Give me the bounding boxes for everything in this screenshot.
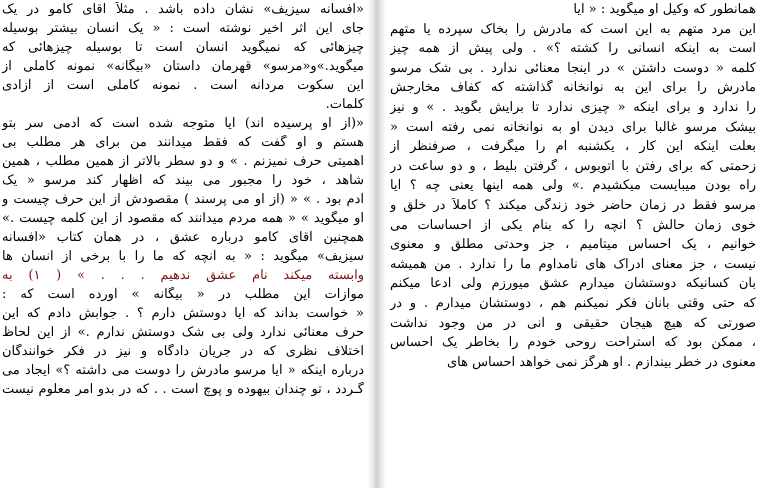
text-line: « خواست بداند که آیا دوستش دارم ؟ . جوابش دادم که این [2, 306, 364, 321]
text-line: میگوید.»و«مرسو» قهرمان داستان «بیگانه» نمونه کاملی از [2, 59, 364, 74]
text-line: همانطور که وکیل او میگوید : « آیا [573, 2, 756, 17]
text-line: هستم و او گفت که فقط میدانند من برای هر مطلب بی [2, 135, 364, 150]
left-page [0, 0, 368, 488]
text-line: موازات این مطلب در « بیگانه » آورده است که : [2, 287, 364, 302]
text-line: حرف معنائی ندارد ولی بی شک دوستش ندارم .» از این لحاظ [2, 325, 364, 340]
text-line: است به اینکه انسانی را کشته ؟» . ولی پیش از همه چیز [390, 41, 756, 57]
text-line: اختلاف نظری که در جریان دادگاه و نیز در فکر خوانندگان [2, 344, 364, 359]
text-line: جای این اثر اخیر نوشته است : « یک انسان بیشتر بوسیله [2, 21, 364, 36]
text-line: خوانیم ، یک احساس میتامیم ، جز وحدتی مطلق و معنوی [390, 237, 756, 253]
text-line: بآن کسانیکه دوستشان میدارم عشق میورزم ولی ادعا میکنم [390, 276, 756, 292]
text-line: این مرد متهم به این است که مادرش را بخاک سپرده یا متهم [390, 21, 756, 37]
text-line: مرسو فقط در زمان حاضر خود زندگی میکند ؟ کاملاً در خلق و [390, 198, 756, 213]
text-line: زحمتی که برای رفتن با اتوبوس ، گرفتن بلیط ، و دو ساعت در [390, 158, 756, 174]
text-line: آدم بود . » « (از او می پرسند ) مقصودش از این حرف چیست و [2, 192, 364, 207]
text-line: اهمیتی حرف نمیزنم . » و دو سطر بالاتر از همین مطلب ، همین [2, 154, 364, 169]
text-line: راه بودن میبایست میکشیدم .» ولی همه اینها یعنی چه ؟ آیا [390, 178, 756, 194]
book-gutter [368, 0, 386, 488]
text-line: کلمات. [325, 97, 364, 112]
text-line: «(از او پرسیده اند) آیا متوجه شده است که آدمی سر بتو [2, 116, 364, 131]
text-line: این سکوت مردانه است . نمونه کاملی است از آزادی [2, 78, 364, 93]
text-line: صورتی که هیچ هیجان حقیقی و آنی در من وجود نداشت [390, 315, 756, 331]
text-line: گـردد ، تو چندان بیهوده و پوچ است . . که در بدو امر معلوم نیست [2, 382, 364, 397]
text-line: بعلت اینکه این کار ، یکشنبه ام را میگرفت ، صرفنظر از [390, 139, 756, 155]
text-line: را ندارد و برای اینکه « چیزی ندارد تا برایش بگوید . » و نیز [390, 100, 756, 115]
text-line: که حتی وقتی بآنان فکر نمیکنم هم ، دوستشان میدارم . و در [390, 296, 756, 311]
text-line: مادرش را برای این به نوانخانه گذاشته که کفاف مخارجش [390, 80, 756, 96]
text-line: او میگوید » « همه مردم میدانند که مقصود از این کلمه چیست .» [2, 211, 364, 226]
text-line: بیشک مرسو غالباً برای دیدن او به نوانخانه نمی رفته است « [390, 119, 756, 135]
text-line: درباره اینکه « آیا مرسو مادرش را دوست می داشته ؟» ایجاد می [2, 363, 364, 378]
text-line: ، ممکن بود که استراحت روحی خودم را بخاطر یک احساس [390, 335, 756, 351]
text-line: نیست ، جز معنای ادراک های نامداوم ما را ندارد . من همیشه [390, 256, 756, 272]
text-line: کلمه « دوست داشتن » در اینجا معنائی ندارد . بی شک مرسو [390, 60, 756, 76]
text-line: معنوی در خطر بیندازم . او هرگز نمی خواهد احساس های [446, 354, 756, 370]
text-line: خوی زمان حالش ؟ آنچه را که بنام یکی از احساسات می [390, 217, 756, 233]
text-line: وابسته میکند نام عشق ندهیم . . . » ( ۱) به [2, 268, 364, 283]
text-line: چیزهائی که نمیگوید انسان است تا بوسیله چیزهائی که [2, 40, 364, 55]
text-line: شاهد ، خود را مجبور می بیند که اظهار کند مرسو « یک [2, 173, 364, 188]
text-line: «افسانه سیزیف» نشان داده باشد . مثلاً آقای کامو در یک [2, 2, 364, 17]
text-line: سیزیف» میگوید : « به آنچه که ما را با برخی از انسان ها [2, 249, 364, 264]
right-page [386, 0, 760, 488]
text-line: همچنین آقای کامو درباره عشق ، در همان کتاب «افسانه [2, 230, 364, 245]
